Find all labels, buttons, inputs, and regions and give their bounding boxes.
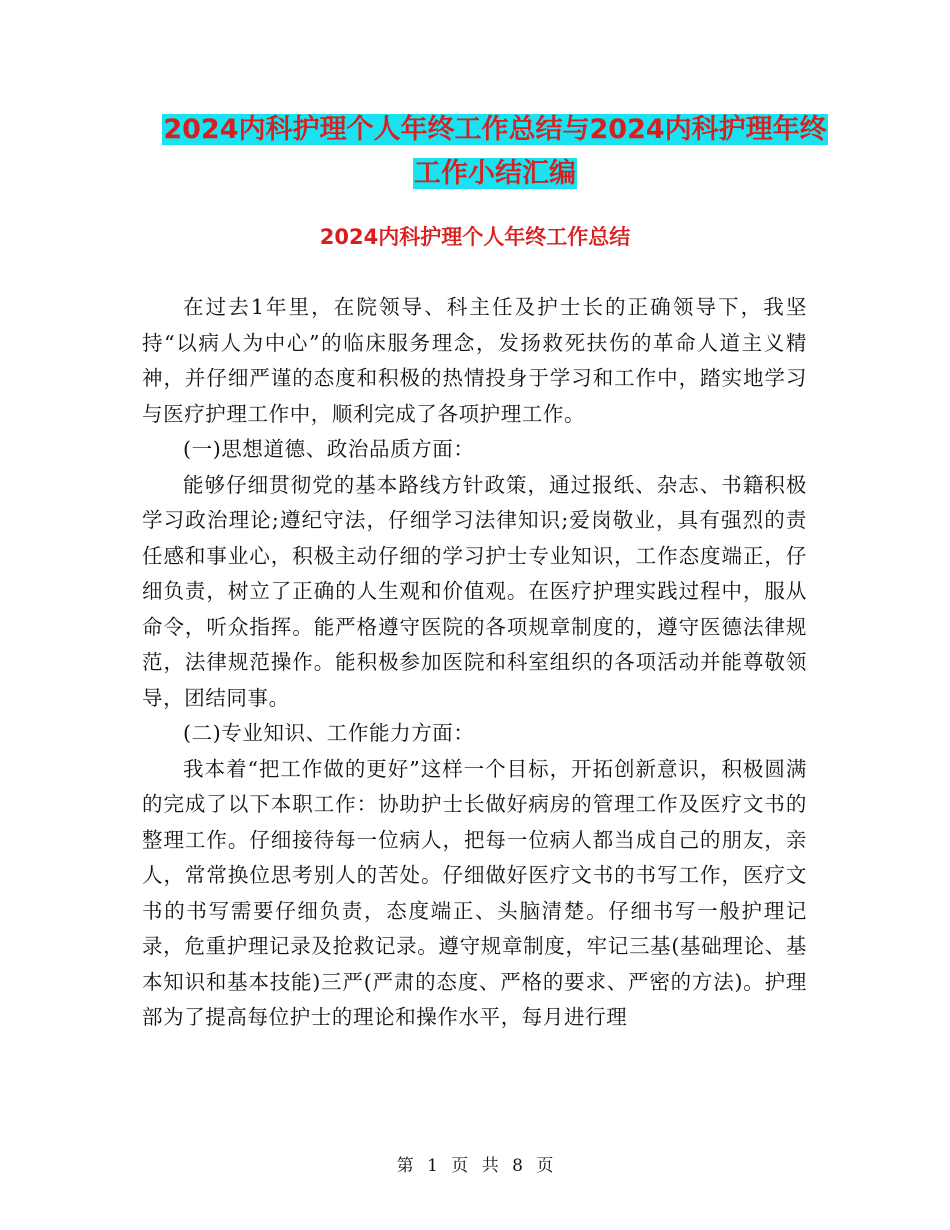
title-highlight-2: 工作小结汇编 [414,158,576,189]
title-highlight-1: 2024内科护理个人年终工作总结与2024内科护理年终 [163,114,827,145]
heading-professional-ability: (二)专业知识、工作能力方面： [183,721,475,745]
heading-moral-political: (一)思想道德、政治品质方面： [183,437,475,461]
page-footer: 第 1 页 共 8 页 [396,1156,554,1176]
paragraph-professional-ability: 我本着“把工作做的更好”这样一个目标，开拓创新意识，积极圆满的完成了以下本职工作：协助护士长做好病房的管理工作及医疗文书的整理工作。仔细接待每一位病人，把每一位病人都当成自己的朋友，亲人，常常换位思考别人的苦处。仔细做好医疗文书的书写工作，医疗文书的书写需要仔细负责，态度端正、头脑清楚。仔细书写一般护理记录，危重护理记录及抢救记录。遵守规章制度，牢记三基(基础理论、基本知识和基本技能)三严(严肃的态度、严格的要求、严密的方法)。护理部为了提高每位护士的理论和操作水平，每月进行理 [142,756,807,1029]
section-title: 2024内科护理个人年终工作总结 [319,225,631,249]
paragraph-intro: 在过去1年里，在院领导、科主任及护士长的正确领导下，我坚持“以病人为中心”的临床服务理念，发扬救死扶伤的革命人道主义精神，并仔细严谨的态度和积极的热情投身于学习和工作中，踏实地学习与医疗护理工作中，顺利完成了各项护理工作。 [142,295,807,426]
document-body [142,290,807,1036]
document-title-line-2 [120,152,870,196]
paragraph-moral-political: 能够仔细贯彻党的基本路线方针政策，通过报纸、杂志、书籍积极学习政治理论;遵纪守法，仔细学习法律知识;爱岗敬业，具有强烈的责任感和事业心，积极主动仔细的学习护士专业知识，工作态度端正，仔细负责，树立了正确的人生观和价值观。在医疗护理实践过程中，服从命令，听众指挥。能严格遵守医院的各项规章制度的，遵守医德法律规范，法律规范操作。能积极参加医院和科室组织的各项活动并能尊敬领导，团结同事。 [142,472,807,710]
document-title-line-1 [120,108,870,152]
